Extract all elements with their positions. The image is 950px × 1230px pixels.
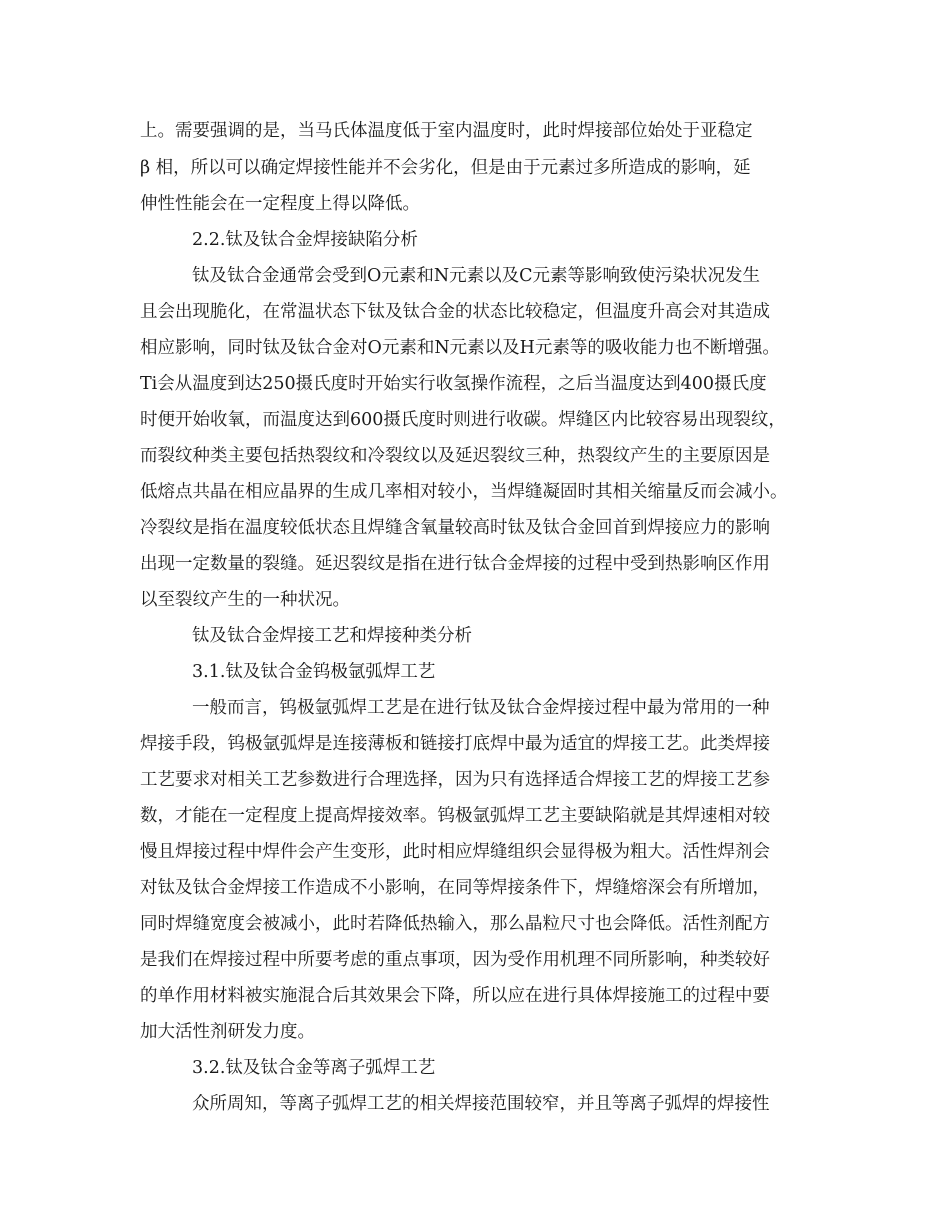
body-text-line: 对钛及钛合金焊接工作造成不小影响，在同等焊接条件下，焊缝熔深会有所增加， [140, 878, 770, 898]
paragraph-first-line: 一般而言，钨极氩弧焊工艺是在进行钛及钛合金焊接过程中最为常用的一种 [192, 698, 770, 718]
paragraph-first-line: 众所周知，等离子弧焊工艺的相关焊接范围较窄，并且等离子弧焊的焊接性 [192, 1094, 770, 1114]
body-text-line: 而裂纹种类主要包括热裂纹和冷裂纹以及延迟裂纹三种，热裂纹产生的主要原因是 [140, 446, 770, 466]
body-text-line: 且会出现脆化，在常温状态下钛及钛合金的状态比较稳定，但温度升高会对其造成 [140, 302, 770, 322]
section-heading: 3.2.钛及钛合金等离子弧焊工艺 [192, 1058, 436, 1078]
body-text-line: 低熔点共晶在相应晶界的生成几率相对较小，当焊缝凝固时其相关缩量反而会减小。 [140, 482, 788, 502]
body-text-line: 工艺要求对相关工艺参数进行合理选择，因为只有选择适合焊接工艺的焊接工艺参 [140, 770, 770, 790]
section-heading: 钛及钛合金焊接工艺和焊接种类分析 [192, 626, 472, 646]
body-text-line: 数，才能在一定程度上提高焊接效率。钨极氩弧焊工艺主要缺陷就是其焊速相对较 [140, 806, 770, 826]
body-text-line: 慢且焊接过程中焊件会产生变形，此时相应焊缝组织会显得极为粗大。活性焊剂会 [140, 842, 770, 862]
body-text-line: 的单作用材料被实施混合后其效果会下降，所以应在进行具体焊接施工的过程中要 [140, 986, 770, 1006]
body-text-line: 上。需要强调的是，当马氏体温度低于室内温度时，此时焊接部位始处于亚稳定 [140, 121, 753, 141]
body-text-line: 伸性性能会在一定程度上得以降低。 [140, 194, 420, 214]
paragraph-first-line: 钛及钛合金通常会受到O元素和N元素以及C元素等影响致使污染状况发生 [192, 266, 761, 286]
body-text-line: β 相，所以可以确定焊接性能并不会劣化，但是由于元素过多所造成的影响，延 [140, 158, 751, 178]
body-text-line: 时便开始收氧，而温度达到600摄氏度时则进行收碳。焊缝区内比较容易出现裂纹， [140, 410, 786, 430]
body-text-line: 出现一定数量的裂缝。延迟裂纹是指在进行钛合金焊接的过程中受到热影响区作用 [140, 554, 770, 574]
body-text-line: 相应影响，同时钛及钛合金对O元素和N元素以及H元素等的吸收能力也不断增强。 [140, 338, 780, 358]
body-text-line: 是我们在焊接过程中所要考虑的重点事项，因为受作用机理不同所影响，种类较好 [140, 950, 770, 970]
section-heading: 2.2.钛及钛合金焊接缺陷分析 [192, 230, 418, 250]
body-text-line: 加大活性剂研发力度。 [140, 1022, 315, 1042]
body-text-line: 焊接手段，钨极氩弧焊是连接薄板和链接打底焊中最为适宜的焊接工艺。此类焊接 [140, 734, 770, 754]
body-text-line: 冷裂纹是指在温度较低状态且焊缝含氧量较高时钛及钛合金回首到焊接应力的影响 [140, 518, 770, 538]
body-text-line: Ti会从温度到达250摄氏度时开始实行收氢操作流程，之后当温度达到400摄氏度 [140, 374, 767, 394]
body-text-line: 以至裂纹产生的一种状况。 [140, 590, 350, 610]
body-text-line: 同时焊缝宽度会被减小，此时若降低热输入，那么晶粒尺寸也会降低。活性剂配方 [140, 914, 770, 934]
section-heading: 3.1.钛及钛合金钨极氩弧焊工艺 [192, 662, 436, 682]
